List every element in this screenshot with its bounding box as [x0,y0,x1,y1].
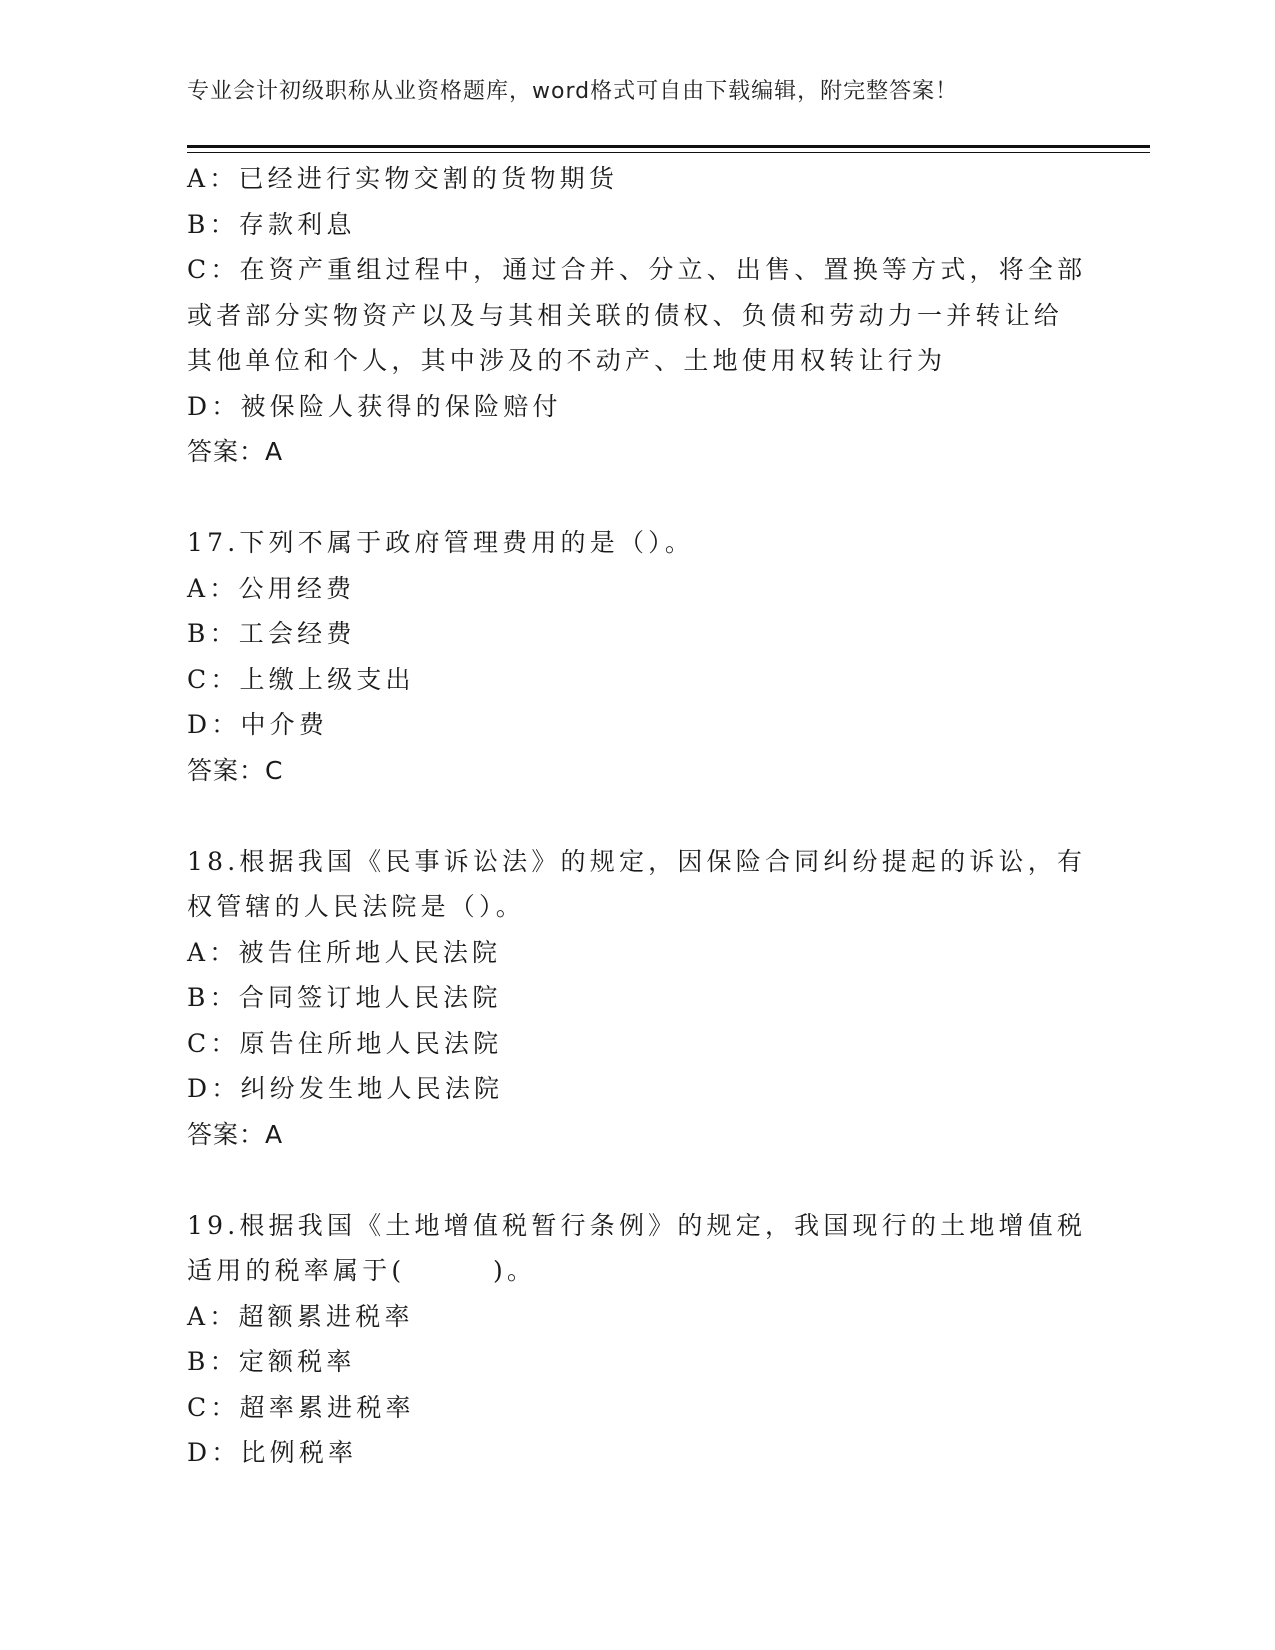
option-a: A：已经进行实物交割的货物期货 [187,164,619,193]
option-a: A：超额累进税率 [187,1301,414,1331]
page-header: 专业会计初级职称从业资格题库，word格式可自由下载编辑，附完整答案！ [187,79,959,104]
header-rule-thin [187,152,1150,153]
question-block-prev [187,156,1087,475]
document-body [187,156,1087,1476]
option-b: B：工会经费 [187,619,356,648]
option-c-cont: 或者部分实物资产以及与其相关联的债权、负债和劳动力一并转让给 [187,300,1064,330]
option-c: C：原告住所地人民法院 [187,1028,503,1058]
answer: 答案：A [187,1119,284,1149]
option-c: C：超率累进税率 [187,1392,415,1422]
option-d: D：纠纷发生地人民法院 [187,1074,504,1103]
question-text-cont: 权管辖的人民法院是（）。 [187,892,525,921]
answer: 答案：C [187,755,284,785]
option-d: D：被保险人获得的保险赔付 [187,391,562,421]
option-c: C：在资产重组过程中，通过合并、分立、出售、置换等方式，将全部 [187,255,1087,284]
option-b: B：存款利息 [187,209,356,239]
spacer [187,793,1087,839]
option-a: A：公用经费 [187,573,356,603]
option-d: D：比例税率 [187,1438,358,1467]
question-block-19 [187,1203,1087,1476]
question-text: 19.根据我国《土地增值税暂行条例》的规定，我国现行的土地增值税 [187,1210,1087,1240]
question-text-cont: 适用的税率属于( )。 [187,1256,537,1285]
option-b: B：定额税率 [187,1347,356,1376]
option-a: A：被告住所地人民法院 [187,937,502,967]
question-text: 18.根据我国《民事诉讼法》的规定，因保险合同纠纷提起的诉讼，有 [187,846,1087,876]
question-block-17 [187,520,1087,793]
option-c-cont: 其他单位和个人，其中涉及的不动产、土地使用权转让行为 [187,346,947,375]
option-d: D：中介费 [187,710,329,739]
question-block-18 [187,839,1087,1158]
answer: 答案：A [187,437,284,466]
option-b: B：合同签订地人民法院 [187,983,502,1012]
option-c: C：上缴上级支出 [187,664,415,694]
spacer [187,475,1087,521]
spacer [187,1157,1087,1203]
header-rule-thick [187,145,1150,148]
question-text: 17.下列不属于政府管理费用的是（）。 [187,528,695,557]
